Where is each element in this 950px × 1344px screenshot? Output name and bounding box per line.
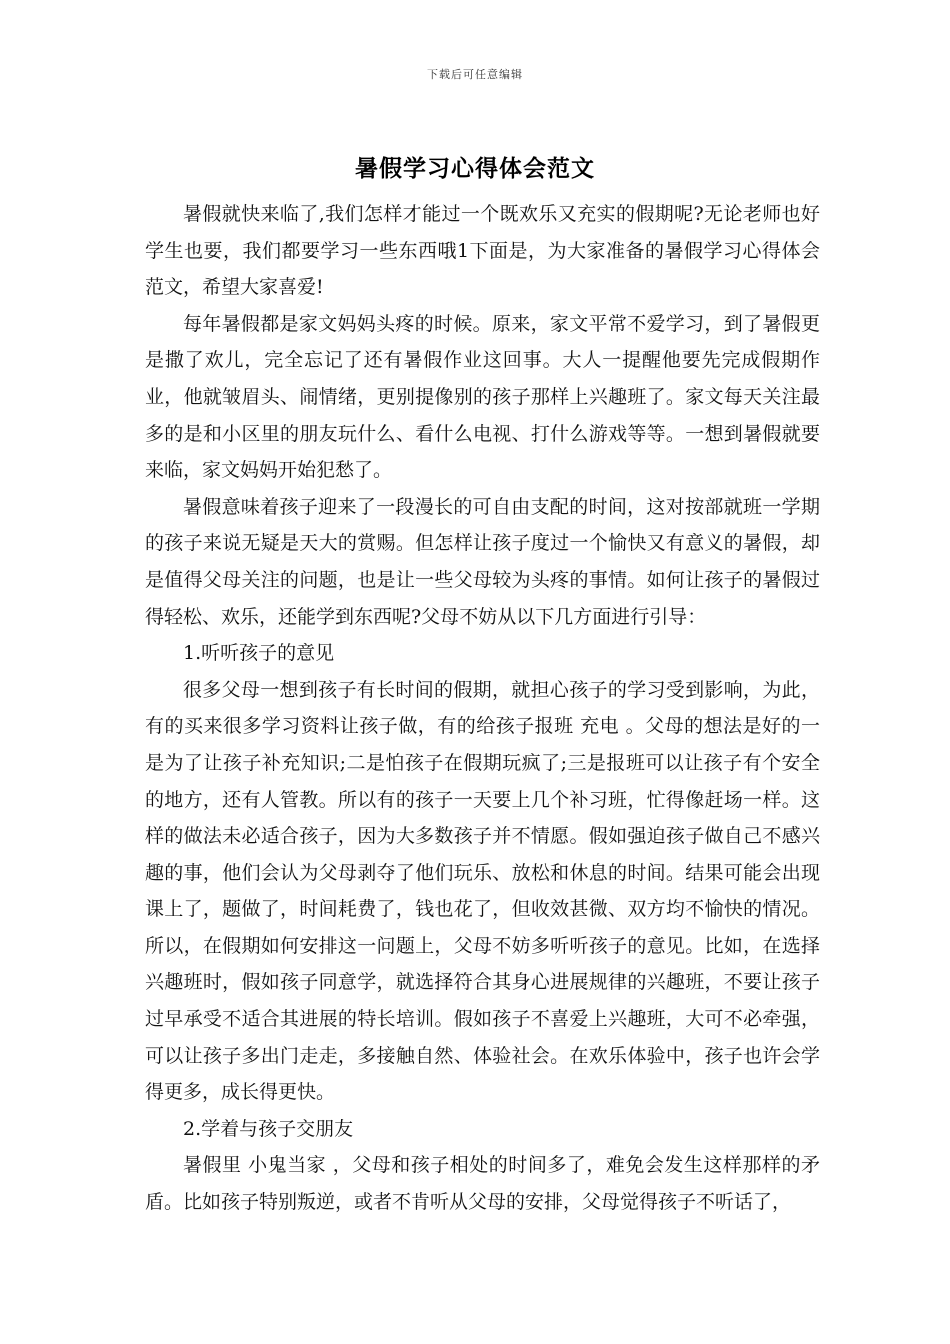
document-body: [145, 196, 820, 1221]
paragraph-make-friends: 暑假里 小鬼当家 ，父母和孩子相处的时间多了，难免会发生这样那样的矛盾。比如孩子特别叛逆，或者不肯听从父母的安排，父母觉得孩子不听话了，: [145, 1154, 820, 1214]
paragraph-listen-to-child: 很多父母一想到孩子有长时间的假期，就担心孩子的学习受到影响，为此，有的买来很多学习资料让孩子做，有的给孩子报班 充电 。父母的想法是好的一是为了让孩子补充知识;二是怕孩子在假期玩疯了;三是报班可以让孩子有个安全的地方，还有人管教。所以有的孩子一天要上几个补习班，忙得像赶场一样。这样的做法未必适合孩子，因为大多数孩子并不情愿。假如强迫孩子做自己不感兴趣的事，他们会认为父母剥夺了他们玩乐、放松和休息的时间。结果可能会出现课上了，题做了，时间耗费了，钱也花了，但收效甚微、双方均不愉快的情况。所以，在假期如何安排这一问题上，父母不妨多听听孩子的意见。比如，在选择兴趣班时，假如孩子同意学，就选择符合其身心进展规律的兴趣班，不要让孩子过早承受不适合其进展的特长培训。假如孩子不喜爱上兴趣班，大可不必牵强，可以让孩子多出门走走，多接触自然、体验社会。在欢乐体验中，孩子也许会学得更多，成长得更快。: [145, 678, 820, 1104]
section-heading-1: 1.听听孩子的意见: [183, 642, 335, 665]
paragraph-jiawen: 每年暑假都是家文妈妈头疼的时候。原来，家文平常不爱学习，到了暑假更是撒了欢儿，完全忘记了还有暑假作业这回事。大人一提醒他要先完成假期作业，他就皱眉头、闹情绪，更别提像别的孩子那样上兴趣班了。家文每天关注最多的是和小区里的朋友玩什么、看什么电视、打什么游戏等等。一想到暑假就要来临，家文妈妈开始犯愁了。: [145, 312, 820, 482]
section-heading-2: 2.学着与孩子交朋友: [183, 1117, 354, 1140]
paragraph-intro: 暑假就快来临了,我们怎样才能过一个既欢乐又充实的假期呢?无论老师也好学生也要，我们都要学习一些东西哦1下面是，为大家准备的暑假学习心得体会范文，希望大家喜爱!: [145, 203, 820, 299]
header-note: 下载后可任意编辑: [427, 68, 523, 81]
document-title: 暑假学习心得体会范文: [355, 155, 595, 182]
paragraph-summer-meaning: 暑假意味着孩子迎来了一段漫长的可自由支配的时间，这对按部就班一学期的孩子来说无疑是天大的赏赐。但怎样让孩子度过一个愉快又有意义的暑假，却是值得父母关注的问题，也是让一些父母较为头疼的事情。如何让孩子的暑假过得轻松、欢乐，还能学到东西呢?父母不妨从以下几方面进行引导：: [145, 495, 820, 628]
